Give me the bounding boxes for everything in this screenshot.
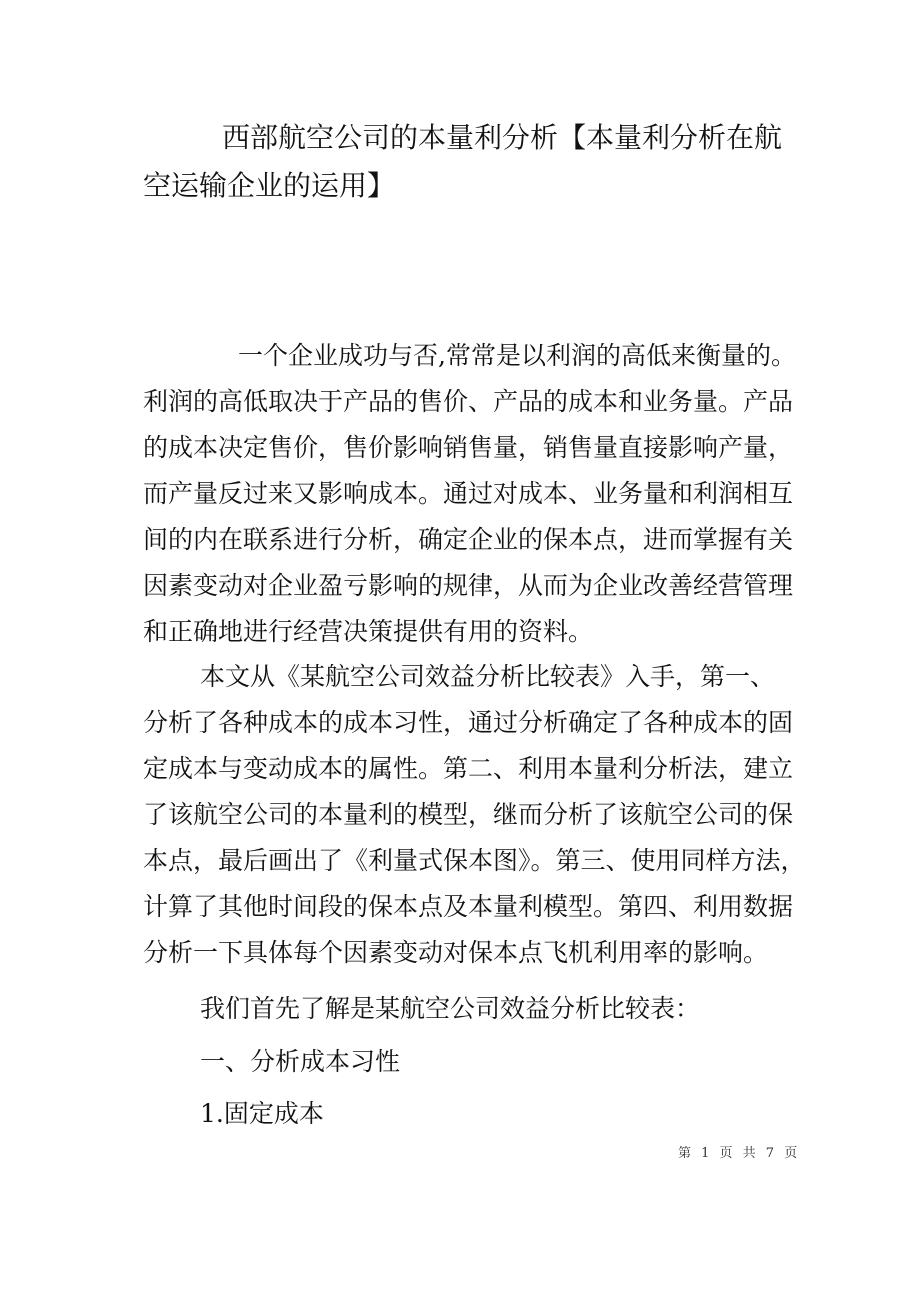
- paragraph-line: 我们首先了解是某航空公司效益分析比较表：: [200, 994, 701, 1023]
- section-heading: 一、分析成本习性: [200, 1047, 401, 1076]
- subsection-heading: 1.固定成本: [200, 1099, 324, 1128]
- paragraph-line: 定成本与变动成本的属性。第二、利用本量利分析法，建立: [143, 754, 794, 783]
- paragraph-line: 利润的高低取决于产品的售价、产品的成本和业务量。产品: [143, 387, 794, 416]
- paragraph-line: 的成本决定售价，售价影响销售量，销售量直接影响产量，: [143, 433, 794, 462]
- paragraph-line: 计算了其他时间段的保本点及本量利模型。第四、利用数据: [143, 892, 794, 921]
- page-number: 第 1 页 共 7 页: [678, 1146, 801, 1161]
- paragraph-line: 而产量反过来又影响成本。通过对成本、业务量和利润相互: [143, 479, 794, 508]
- paragraph-line: 本点，最后画出了《利量式保本图》。第三、使用同样方法，: [143, 846, 806, 875]
- paragraph-line: 和正确地进行经营决策提供有用的资料。: [143, 617, 594, 646]
- paragraph-line: 了该航空公司的本量利的模型，继而分析了该航空公司的保: [143, 800, 794, 829]
- paragraph-line: 分析一下具体每个因素变动对保本点飞机利用率的影响。: [143, 938, 769, 967]
- paragraph-line: 分析了各种成本的成本习性，通过分析确定了各种成本的固: [143, 708, 794, 737]
- paragraph-line: 间的内在联系进行分析，确定企业的保本点，进而掌握有关: [143, 525, 794, 554]
- title-line-2: 空运输企业的运用】: [143, 169, 396, 202]
- title-line-1: 西部航空公司的本量利分析【本量利分析在航: [222, 121, 783, 154]
- paragraph-line: 因素变动对企业盈亏影响的规律，从而为企业改善经营管理: [143, 571, 794, 600]
- paragraph-line: 一个企业成功与否,常常是以利润的高低来衡量的。: [238, 341, 796, 370]
- paragraph-line: 本文从《某航空公司效益分析比较表》入手，第一、: [200, 662, 776, 691]
